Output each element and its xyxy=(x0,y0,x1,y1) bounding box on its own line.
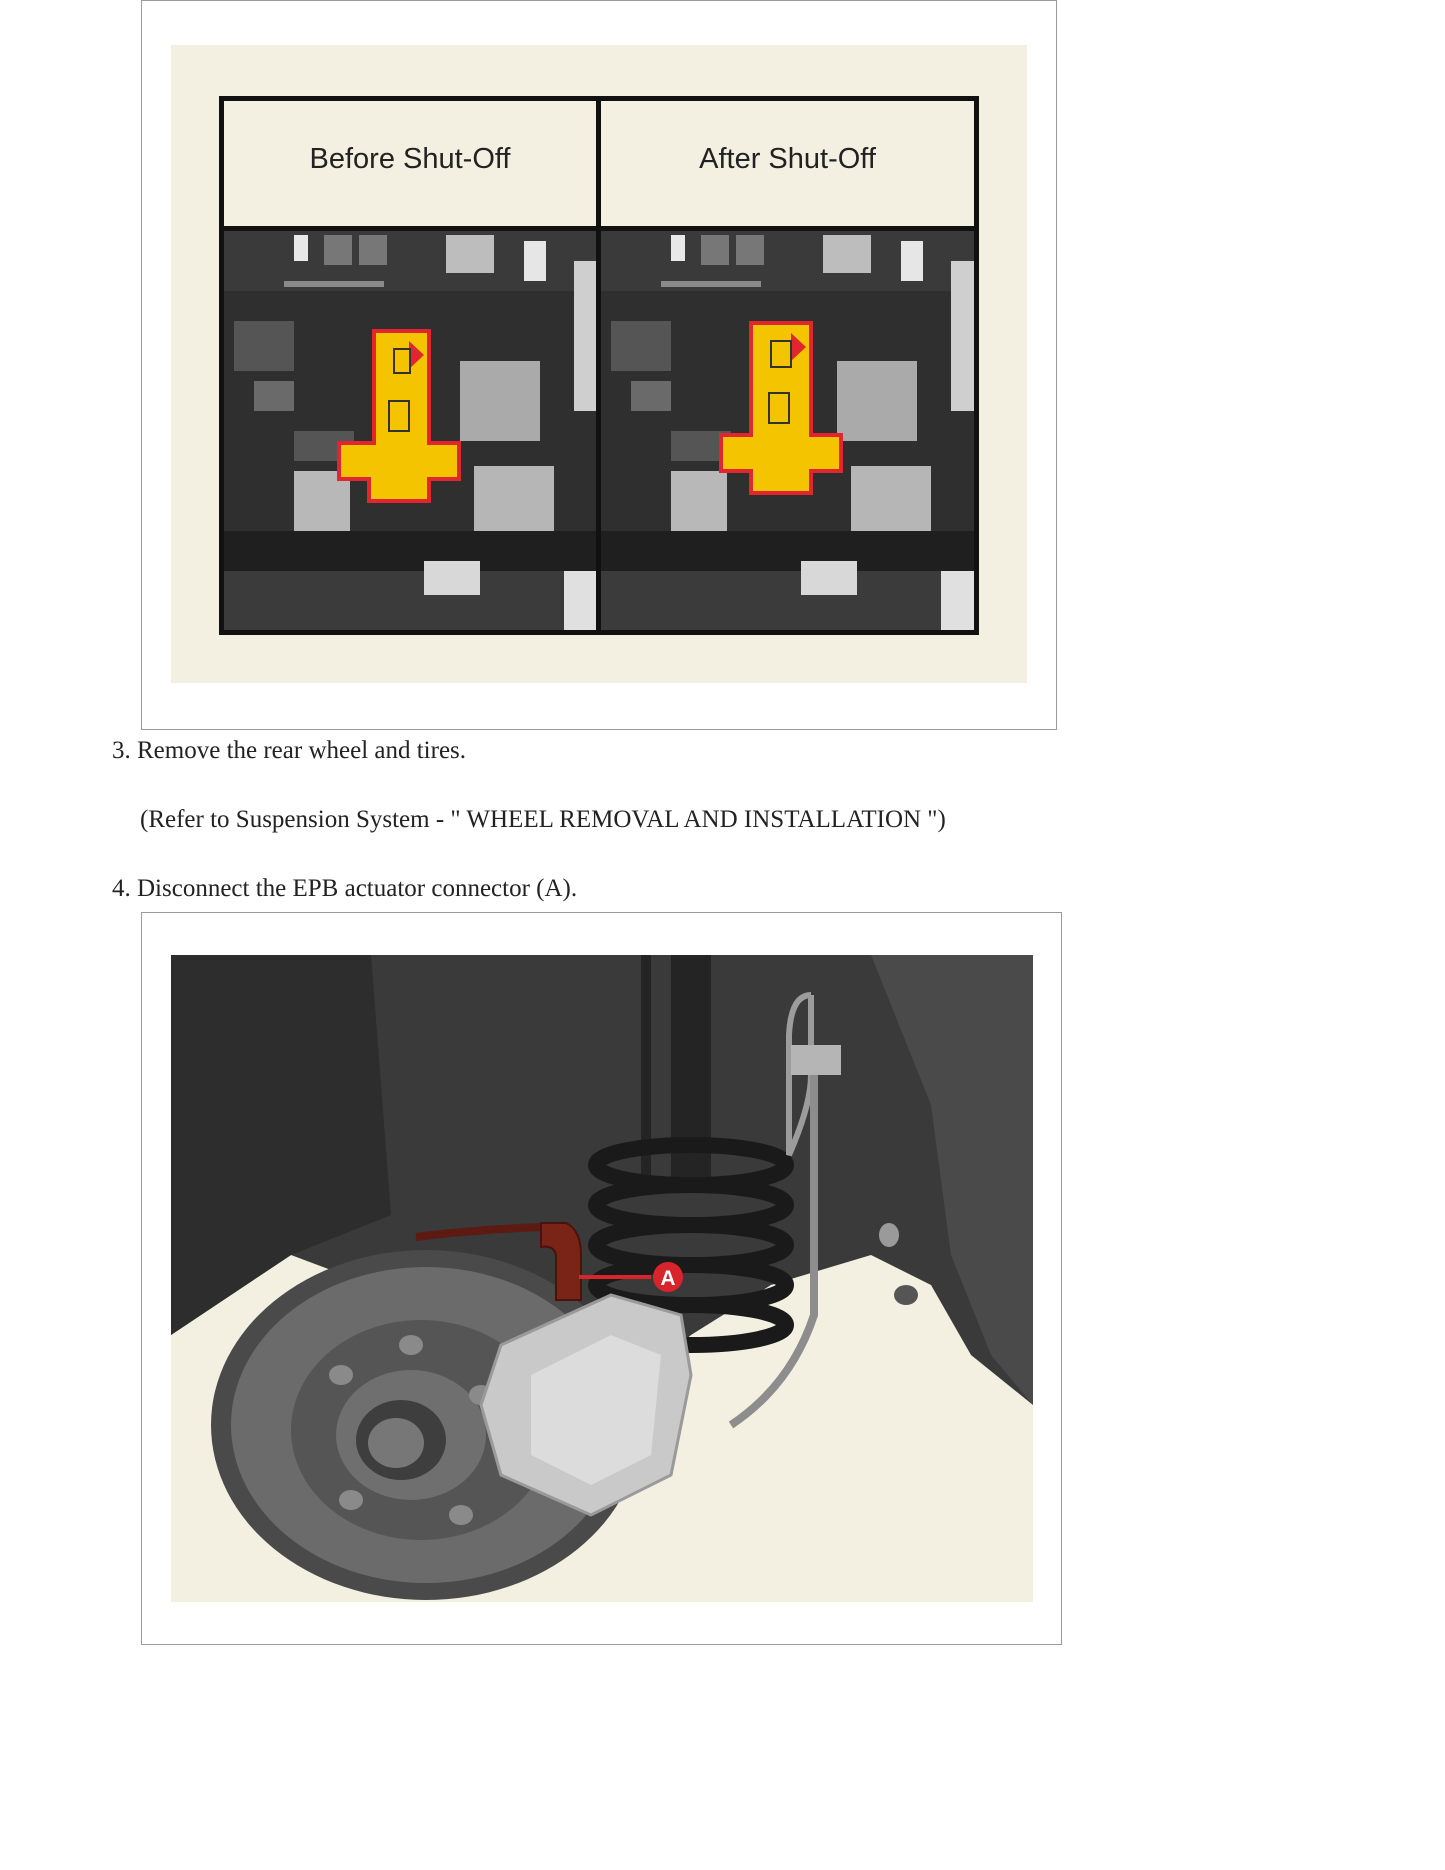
fuse-box-photo-before xyxy=(224,231,596,630)
figure-background xyxy=(171,955,1033,1602)
step-3-reference xyxy=(140,805,946,835)
figure-frame-shutoff xyxy=(141,0,1057,730)
callout-label: A xyxy=(660,1267,676,1290)
header-before-shutoff: Before Shut-Off xyxy=(309,143,511,175)
step-4 xyxy=(112,874,577,904)
comparison-table xyxy=(219,96,979,635)
step-number: 4. xyxy=(112,875,131,902)
header-after-shutoff: After Shut-Off xyxy=(699,143,876,175)
fuse-box-photo-after xyxy=(601,231,974,630)
step-3 xyxy=(112,736,466,766)
step-number: 3. xyxy=(112,737,131,764)
fuse-box-illustration xyxy=(224,231,596,630)
fuse-box-illustration xyxy=(601,231,974,630)
step-text: Disconnect the EPB actuator connector (A). xyxy=(137,875,578,902)
reference-text: (Refer to Suspension System - " WHEEL REMOVAL AND INSTALLATION ") xyxy=(140,806,946,833)
step-text: Remove the rear wheel and tires. xyxy=(137,737,467,764)
figure-frame-epb-connector xyxy=(141,912,1062,1645)
rear-brake-illustration xyxy=(171,955,1033,1602)
figure-background xyxy=(171,45,1027,683)
